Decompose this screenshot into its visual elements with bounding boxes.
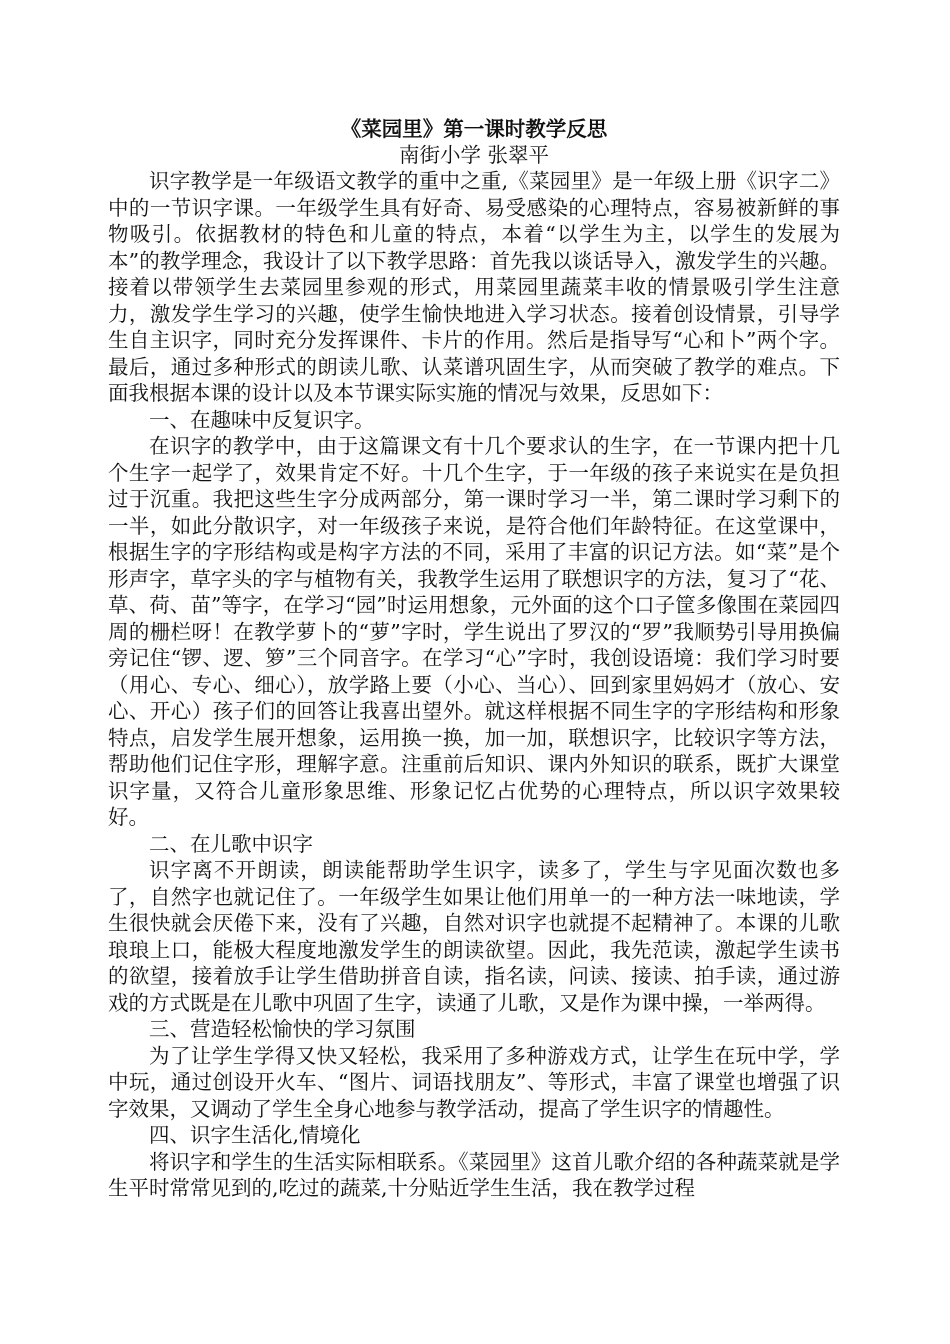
section-body-3: 为了让学生学得又快又轻松，我采用了多种游戏方式，让学生在玩中学，学中玩，通过创设开火车、“图片、词语找朋友”、等形式，丰富了课堂也增强了识字效果，又调动了学生全身心地参与教学活动，提高了学生识字的情趣性。	[108, 1043, 840, 1121]
section-heading-2: 二、在儿歌中识字	[149, 831, 313, 856]
document-title: 《菜园里》第一课时教学反思	[340, 117, 608, 141]
document-page	[108, 116, 840, 1202]
section-body-4: 将识字和学生的生活实际相联系。《菜园里》这首儿歌介绍的各种蔬菜就是学生平时常常见到的,吃过的蔬菜,十分贴近学生生活，我在教学过程	[108, 1149, 840, 1200]
section-heading-4: 四、识字生活化,情境化	[149, 1123, 361, 1147]
section-body-2: 识字离不开朗读，朗读能帮助学生识字，读多了，学生与字见面次数也多了，自然字也就记住了。一年级学生如果让他们用单一的一种方法一味地读，学生很快就会厌倦下来，没有了兴趣，自然对识字也就提不起精神了。本课的儿歌琅琅上口，能极大程度地激发学生的朗读欲望。因此，我先范读，激起学生读书的欲望，接着放手让学生借助拼音自读，指名读，问读、接读、拍手读，通过游戏的方式既是在儿歌中巩固了生字，读通了儿歌，又是作为课中操，一举两得。	[108, 858, 840, 1015]
section-heading-3: 三、营造轻松愉快的学习氛围	[149, 1017, 416, 1041]
intro-paragraph: 识字教学是一年级语文教学的重中之重,《菜园里》是一年级上册《识字二》中的一节识字课。一年级学生具有好奇、易受感染的心理特点，容易被新鲜的事物吸引。依据教材的特色和儿童的特点，本着“以学生为主，以学生的发展为本”的教学理念，我设计了以下教学思路：首先我以谈话导入，激发学生的兴趣。接着以带领学生去菜园里参观的形式，用菜园里蔬菜丰收的情景吸引学生注意力，激发学生学习的兴趣，使学生愉快地进入学习状态。接着创设情景，引导学生自主识字，同时充分发挥课件、卡片的作用。然后是指导写“心和卜”两个字。最后，通过多种形式的朗读儿歌、认菜谱巩固生字，从而突破了教学的难点。下面我根据本课的设计以及本节课实际实施的情况与效果，反思如下：	[108, 169, 840, 405]
section-body-1: 在识字的教学中，由于这篇课文有十几个要求认的生字，在一节课内把十几个生字一起学了，效果肯定不好。十几个生字，于一年级的孩子来说实在是负担过于沉重。我把这些生字分成两部分，第一课时学习一半，第二课时学习剩下的一半，如此分散识字，对一年级孩子来说，是符合他们年龄特征。在这堂课中，根据生字的字形结构或是构字方法的不同，采用了丰富的识记方法。如“菜”是个形声字，草字头的字与植物有关，我教学生运用了联想识字的方法，复习了“花、草、荷、苗”等字，在学习“园”时运用想象，元外面的这个口子筐多像围在菜园四周的栅栏呀！在教学萝卜的“萝”字时，学生说出了罗汉的“罗”我顺势引导用换偏旁记住“锣、逻、箩”三个同音字。在学习“心”字时，我创设语境：我们学习时要（用心、专心、细心），放学路上要（小心、当心）、回到家里妈妈才（放心、安心、开心）孩子们的回答让我喜出望外。就这样根据不同生字的字形结构和形象特点，启发学生展开想象，运用换一换，加一加，联想识字，比较识字等方法，帮助他们记住字形，理解字意。注重前后知识、课内外知识的联系，既扩大课堂识字量，又符合儿童形象思维、形象记忆占优势的心理特点，所以识字效果较好。	[108, 434, 840, 829]
section-heading-1: 一、在趣味中反复识字。	[149, 407, 375, 432]
document-author: 南街小学 张翠平	[398, 143, 550, 167]
